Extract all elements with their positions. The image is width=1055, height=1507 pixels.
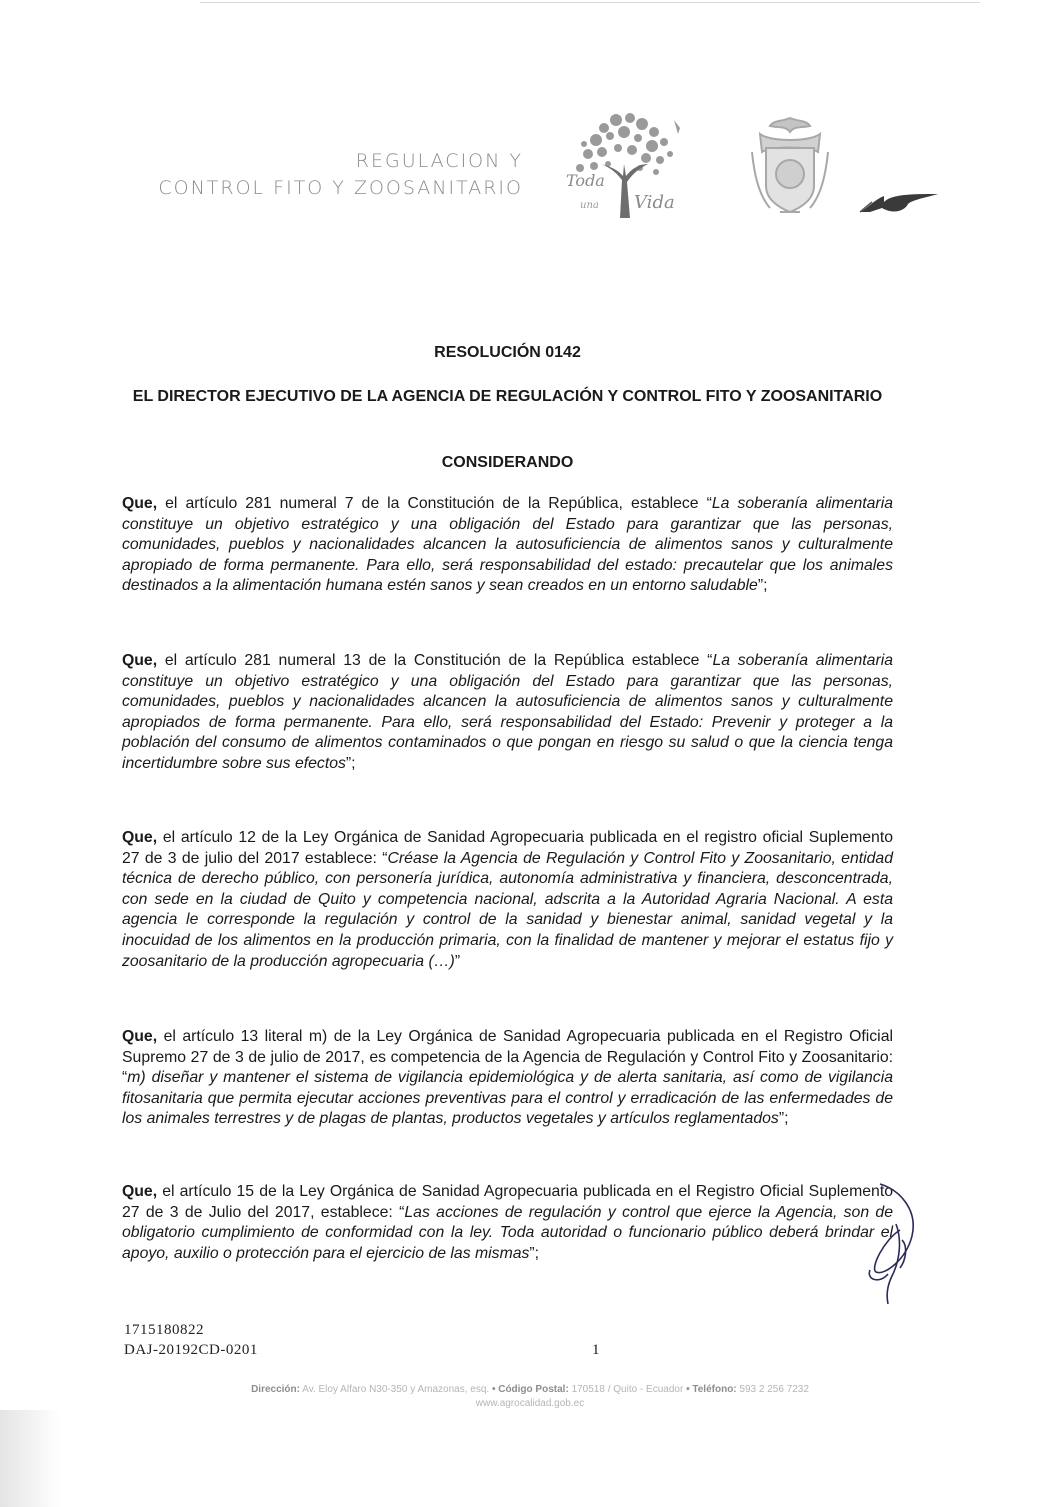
agency-header bbox=[158, 148, 523, 202]
scan-shadow bbox=[0, 1410, 60, 1507]
considerando-paragraph bbox=[122, 494, 893, 597]
paragraph-quote: La soberanía alimentaria constituye un objetivo estratégico y una obligación del Estado para garantizar que las personas, comunidades, pueblos y nacionalidades alcancen la autosuficiencia de alimentos sanos y culturalmente apropiado de forma permanente. Para ello, será responsabilidad del estado: precautelar que los animales destinados a la alimentación humana estén sanos y sean creados en un entorno saludable bbox=[122, 495, 893, 595]
website: www.agrocalidad.gob.ec bbox=[475, 1398, 585, 1409]
phone-label: • Teléfono: bbox=[686, 1384, 737, 1395]
tree-logo-icon bbox=[560, 106, 688, 224]
brand-mark-icon bbox=[858, 186, 940, 216]
logo-word-toda: Toda bbox=[566, 171, 605, 190]
footer-address bbox=[110, 1383, 950, 1411]
postal-label: • Código Postal: bbox=[491, 1384, 569, 1395]
considerando-paragraph bbox=[122, 1182, 893, 1264]
paragraph-text: el artículo 13 literal m) de la Ley Orgánica de Sanidad Agropecuaria publicada en el Registro Oficial Supremo 27 de 3 de julio de 2017, es competencia de la Agencia de Regulación y Control Fito y Zoosanitario: “ bbox=[122, 1028, 893, 1087]
paragraph-text: el artículo 15 de la Ley Orgánica de Sanidad Agropecuaria publicada en el Registro Oficial Suplemento 27 de 3 de Julio del 2017, establece: “ bbox=[122, 1183, 893, 1221]
paragraph-tail: ”; bbox=[757, 577, 768, 595]
considerando-paragraph bbox=[122, 651, 893, 775]
paragraph-lead: Que, bbox=[122, 1183, 158, 1200]
agency-header-line1: REGULACION Y bbox=[355, 150, 523, 172]
paragraph-tail: ” bbox=[454, 952, 461, 970]
address-value: Av. Eloy Alfaro N30-350 y Amazonas, esq. bbox=[302, 1384, 490, 1395]
paragraph-tail: ”; bbox=[345, 754, 356, 772]
paragraph-text: el artículo 281 numeral 7 de la Constitución de la República, establece “ bbox=[157, 495, 712, 512]
handwritten-signature-icon bbox=[840, 1180, 930, 1310]
logo-word-vida: Vida bbox=[634, 192, 675, 213]
paragraph-lead: Que, bbox=[122, 652, 158, 669]
paragraph-tail: ”; bbox=[778, 1110, 789, 1128]
agency-header-line2: CONTROL FITO Y ZOOSANITARIO bbox=[158, 177, 523, 199]
considerando-paragraph bbox=[122, 828, 893, 972]
paragraph-lead: Que, bbox=[122, 829, 158, 846]
page-number: 1 bbox=[592, 1342, 600, 1358]
paragraph-lead: Que, bbox=[122, 495, 158, 512]
issuing-authority: EL DIRECTOR EJECUTIVO DE LA AGENCIA DE REGULACIÓN Y CONTROL FITO Y ZOOSANITARIO bbox=[132, 388, 883, 405]
address-label: Dirección: bbox=[251, 1384, 300, 1395]
paragraph-lead: Que, bbox=[122, 1028, 158, 1045]
paragraph-quote: Créase la Agencia de Regulación y Control Fito y Zoosanitario, entidad técnica de derecho público, con personería jurídica, autonomía administrativa y financiera, desconcentrada, con sede en la ciudad de Quito y competencia nacional, adscrita a la Autoridad Agraria Nacional. A esta agencia le corresponde la regulación y control de la sanidad y bienestar animal, sanidad vegetal y la inocuidad de los alimentos en la producción primaria, con la finalidad de mantener y mejorar el estatus fijo y zoosanitario de la producción agropecuaria (…) bbox=[122, 849, 893, 970]
resolution-number: RESOLUCIÓN 0142 bbox=[434, 344, 581, 361]
phone-value: 593 2 256 7232 bbox=[739, 1384, 809, 1395]
paragraph-text: el artículo 281 numeral 13 de la Constitución de la República establece “ bbox=[157, 652, 713, 669]
postal-value: 170518 / Quito - Ecuador bbox=[571, 1384, 684, 1395]
section-considerando: CONSIDERANDO bbox=[441, 454, 574, 471]
paragraph-text: el artículo 12 de la Ley Orgánica de Sanidad Agropecuaria publicada en el registro oficial Suplemento 27 de 3 de julio del 2017 establece: “ bbox=[122, 829, 893, 867]
logo-word-una: una bbox=[580, 200, 599, 211]
paragraph-quote: La soberanía alimentaria constituye un objetivo estratégico y una obligación del Estado para garantizar que las personas, comunidades, pueblos y nacionalidades alcancen la autosuficiencia de alimentos sanos y culturalmente apropiados de forma permanente. Para ello, será responsabilidad del Estado: Prevenir y proteger a la población del consumo de alimentos contaminados o que pongan en riesgo su salud o que la ciencia tenga incertidumbre sobre sus efectos bbox=[122, 652, 893, 772]
scan-top-rule bbox=[200, 2, 980, 3]
paragraph-tail: ”; bbox=[529, 1244, 540, 1262]
paragraph-quote: m) diseñar y mantener el sistema de vigilancia epidemiológica y de alerta sanitaria, así como de vigilancia fitosanitaria que permita ejecutar acciones preventivas para el control y erradicación de las enfermedades de los animales terrestres y de plagas de plantas, productos vegetales y artículos reglamentados bbox=[122, 1069, 893, 1128]
national-shield-icon bbox=[740, 112, 840, 220]
considerando-paragraph bbox=[122, 1027, 893, 1130]
paragraph-quote: Las acciones de regulación y control que ejerce la Agencia, son de obligatorio cumplimiento de conformidad con la ley. Toda autoridad o funcionario público deberá brindar el apoyo, auxilio o protección para el ejercicio de las mismas bbox=[122, 1203, 893, 1262]
document-reference: DAJ-20192CD-0201 bbox=[124, 1342, 258, 1358]
document-id: 1715180822 bbox=[124, 1322, 204, 1338]
